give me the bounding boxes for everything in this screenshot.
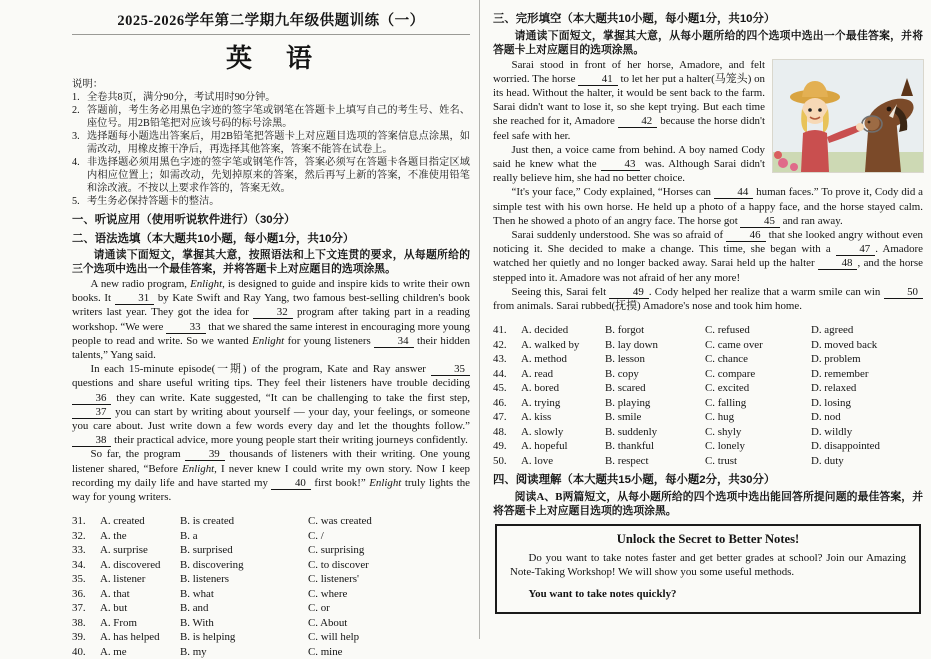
cloze-option-row [493, 352, 923, 367]
option-b: B. listeners [180, 573, 230, 586]
question-number: 37. [72, 602, 86, 615]
grammar-option-row [72, 630, 470, 645]
note-item [72, 104, 470, 130]
note-item [72, 156, 470, 195]
grammar-option-row [72, 572, 470, 587]
note-number: 1. [72, 92, 80, 103]
note-number: 2. [72, 105, 80, 116]
question-number: 41. [493, 324, 507, 337]
option-a: A. trying [521, 396, 561, 409]
option-c: C. mine [308, 645, 343, 658]
option-a: A. kiss [521, 411, 552, 424]
reading-box-body: Do you want to take notes faster and get better grades at school? Join our Amazing Note-Taking Workshop! We will show you some useful methods. [510, 551, 906, 579]
grammar-option-row [72, 587, 470, 602]
option-a: A. From [100, 616, 137, 629]
note-item [72, 91, 470, 104]
option-a: A. discovered [100, 558, 161, 571]
left-column [72, 0, 471, 658]
option-d: D. nod [811, 411, 841, 424]
option-b: B. is helping [180, 631, 236, 644]
reading-passage-box [495, 524, 921, 615]
grammar-intro: 请通读下面短文，掌握其大意，按照语法和上下文连贯的要求，从每题所给的三个选项中选出一个最佳答案，并将答题卡上对应题目的选项涂黑。 [72, 249, 470, 275]
option-b: B. is created [180, 515, 235, 528]
option-d: D. relaxed [811, 382, 857, 395]
grammar-option-row [72, 645, 470, 659]
note-item [72, 130, 470, 156]
note-text: 非选择题必须用黑色字迹的签字笔或钢笔作答，答案必须写在答题卡各题目指定区域内相应位置上；如需改动，先划掉原来的答案，然后再写上新的答案，不准使用铅笔和涂改液。不按以上要求作答的，答案无效。 [87, 157, 470, 194]
cowgirl-and-horse-image [773, 60, 923, 172]
option-b: B. and [180, 602, 209, 615]
grammar-paragraph-3: So far, the program 39 thousands of listeners with their writing. One young listener shared, “Before Enlight, I never knew I could write my own story. Now I keep recording my daily life and have started my 40 first book!” Enlight truly lights the way for young writers. [72, 448, 470, 504]
exam-notes [72, 78, 470, 208]
option-b: B. thankful [605, 440, 655, 453]
option-c: C. excited [705, 382, 750, 395]
option-d: D. agreed [811, 324, 854, 337]
grammar-paragraph-1: A new radio program, Enlight, is designed to guide and inspire kids to write their own books. It 31 by Kate Swift and Ray Yang, two famous best-selling children's book writers last year. They got the idea for 32 program after taking part in a reading workshop. “We were 33 that we shared the same interest in encouraging more young people to read and write. So we wanted Enlight for young listeners 34 their hidden talents,” Yang said. [72, 278, 471, 362]
cloze-option-row [493, 454, 923, 469]
question-number: 48. [493, 425, 507, 438]
note-item [72, 195, 470, 208]
question-number: 40. [72, 645, 86, 658]
question-number: 38. [72, 616, 86, 629]
option-b: B. suddenly [605, 425, 658, 438]
option-c: C. About [308, 616, 348, 629]
cloze-option-row [493, 323, 923, 338]
option-c: C. chance [705, 353, 748, 366]
question-number: 34. [72, 558, 86, 571]
option-b: B. smile [605, 411, 642, 424]
option-b: B. respect [605, 454, 649, 467]
option-b: B. With [180, 616, 214, 629]
cloze-option-row [493, 425, 923, 440]
cloze-passage [493, 58, 923, 314]
cloze-paragraph-1: Sarai stood in front of her horse, Amadore, and felt worried. The horse 41 to let her put a halter(马笼头) on its head. Without the halter, it would be sent back to the farm. Sarai didn't want to lose it, so she kept trying. But each time she reached for it, Amadore 42 because the horse didn't feel safe with her. [493, 58, 765, 142]
notes-label: 说明： [72, 79, 104, 90]
option-a: A. me [100, 645, 127, 658]
note-number: 3. [72, 131, 80, 142]
option-a: A. slowly [521, 425, 564, 438]
option-b: B. lesson [605, 353, 645, 366]
grammar-option-row [72, 601, 470, 616]
option-b: B. lay down [605, 338, 658, 351]
question-number: 39. [72, 631, 86, 644]
cloze-option-row [493, 410, 923, 425]
note-text: 选择题每小题选出答案后，用2B铅笔把答题卡上对应题目选项的答案信息点涂黑，如需改动，用橡皮擦干净后，再选择其他答案，答案不能答在试卷上。 [87, 131, 470, 155]
exam-title: 2025-2026学年第二学期九年级供题训练（一） [72, 9, 470, 35]
question-number: 32. [72, 529, 86, 542]
grammar-option-row [72, 543, 470, 558]
option-a: A. read [521, 367, 554, 380]
option-b: B. forgot [605, 324, 645, 337]
question-number: 33. [72, 544, 86, 557]
right-column [479, 0, 931, 639]
option-c: C. was created [308, 515, 372, 528]
option-a: A. walked by [521, 338, 580, 351]
question-number: 42. [493, 338, 507, 351]
section-cloze-heading: 三、完形填空（本大题共10小题，每小题1分，共10分） [493, 13, 776, 25]
option-b: B. scared [605, 382, 646, 395]
option-a: A. that [100, 587, 130, 600]
option-d: D. duty [811, 454, 844, 467]
cloze-paragraph-2: Just then, a voice came from behind. A boy named Cody said he knew what the 43 was. Although Sarai didn't really believe him, she had no better choice. [493, 143, 765, 185]
option-c: C. will help [308, 631, 360, 644]
cloze-option-row [493, 381, 923, 396]
cloze-paragraph-5: Seeing this, Sarai felt 49 . Cody helped her realize that a warm smile can win 50 from animals. Sarai rubbed(抚摸) Amadore's nose and took him home. [493, 285, 923, 313]
grammar-options-table [72, 514, 470, 659]
option-b: B. copy [605, 367, 639, 380]
question-number: 35. [72, 573, 86, 586]
option-a: A. has helped [100, 631, 160, 644]
notes-list [72, 91, 470, 208]
cloze-intro: 请通读下面短文，掌握其大意，从每小题所给的四个选项中选出一个最佳答案，并将答题卡上对应题目的选项涂黑。 [493, 29, 923, 56]
option-c: C. to discover [308, 558, 369, 571]
option-a: A. decided [521, 324, 569, 337]
grammar-option-row [72, 529, 470, 544]
story-illustration [773, 60, 923, 172]
question-number: 46. [493, 396, 507, 409]
question-number: 47. [493, 411, 507, 424]
option-c: C. lonely [705, 440, 745, 453]
question-number: 36. [72, 587, 86, 600]
option-c: C. trust [705, 454, 738, 467]
option-a: A. hopeful [521, 440, 568, 453]
option-a: A. created [100, 515, 145, 528]
option-b: B. surprised [180, 544, 233, 557]
option-b: B. my [180, 645, 207, 658]
question-number: 31. [72, 515, 86, 528]
option-b: B. playing [605, 396, 651, 409]
option-d: D. remember [811, 367, 869, 380]
question-number: 50. [493, 454, 507, 467]
grammar-paragraph-2: In each 15-minute episode(一期) of the program, Kate and Ray answer 35 questions and share useful writing tips. They feel their listeners have trouble deciding 36 they can write. Kate suggested, “It can be challenging to take the first step, 37 you can start by writing about yourself — your day, your feelings, or someone you care about. Just write down a few words every day and let the thoughts follow.” 38 their practical advice, more young people start their writing journeys confidently. [72, 363, 470, 447]
option-d: D. losing [811, 396, 851, 409]
reading-box-question: You want to take notes quickly? [528, 588, 677, 601]
option-c: C. compare [705, 367, 756, 380]
option-a: A. method [521, 353, 567, 366]
option-a: A. bored [521, 382, 560, 395]
option-c: C. came over [705, 338, 763, 351]
note-number: 5. [72, 196, 80, 207]
option-d: D. wildly [811, 425, 853, 438]
question-number: 45. [493, 382, 507, 395]
option-d: D. moved back [811, 338, 878, 351]
grammar-option-row [72, 558, 470, 573]
option-c: C. hug [705, 411, 735, 424]
cloze-paragraph-4: Sarai suddenly understood. She was so afraid of 46 that she looked angry without even noticing it. She decided to make a change. This time, she began with a 47 . Amadore watched her quietly and no longer backed away. Sarai held up the halter 48 , and the horse stepped into it. Amadore was not afraid of her any more! [493, 228, 923, 284]
option-a: A. the [100, 529, 127, 542]
option-b: B. discovering [180, 558, 244, 571]
option-c: C. surprising [308, 544, 365, 557]
cloze-option-row [493, 367, 923, 382]
question-number: 43. [493, 353, 507, 366]
grammar-option-row [72, 616, 470, 631]
option-c: C. shyly [705, 425, 742, 438]
option-c: C. refused [705, 324, 750, 337]
option-c: C. listeners' [308, 573, 359, 586]
option-a: A. listener [100, 573, 146, 586]
option-a: A. love [521, 454, 554, 467]
note-text: 全卷共8页，满分90分，考试用时90分钟。 [87, 92, 276, 103]
option-c: C. falling [705, 396, 747, 409]
cloze-options-table [493, 323, 923, 468]
option-c: C. where [308, 587, 348, 600]
grammar-option-row [72, 514, 470, 529]
option-d: D. disappointed [811, 440, 880, 453]
option-b: B. a [180, 529, 198, 542]
question-number: 44. [493, 367, 507, 380]
note-text: 答题前，考生务必用黑色字迹的签字笔或钢笔在答题卡上填写自己的考生号、姓名、座位号。用2B铅笔把对应该号码的标号涂黑。 [87, 105, 470, 129]
cloze-paragraph-3: “It's your face,” Cody explained, “Horses can 44 human faces.” To prove it, Cody did a simple test with his own horse. He held up a photo of a happy face, and the horse stayed calm. Then he showed a photo of an angry face. The horse got 45 and ran away. [493, 186, 923, 227]
cloze-option-row [493, 439, 923, 454]
section-listening-heading: 一、听说应用（使用听说软件进行）（30分） [72, 214, 296, 226]
question-number: 49. [493, 440, 507, 453]
option-c: C. or [308, 602, 330, 615]
note-number: 4. [72, 157, 80, 168]
option-a: A. surprise [100, 544, 148, 557]
section-reading-heading: 四、阅读理解（本大题共15小题，每小题2分，共30分） [493, 474, 776, 487]
option-d: D. problem [811, 353, 861, 366]
note-text: 考生务必保持答题卡的整洁。 [87, 196, 220, 207]
exam-subject: 英 语 [225, 44, 316, 73]
option-b: B. what [180, 587, 214, 600]
cloze-option-row [493, 338, 923, 353]
reading-box-title: Unlock the Secret to Better Notes! [616, 531, 800, 546]
cloze-option-row [493, 396, 923, 411]
option-a: A. but [100, 602, 128, 615]
reading-intro: 阅读A、B两篇短文，从每小题所给的四个选项中选出能回答所提问题的最佳答案，并将答题卡上对应题目选项的选项涂黑。 [493, 490, 923, 517]
section-grammar-heading: 二、语法选填（本大题共10小题，每小题1分，共10分） [72, 232, 355, 245]
option-c: C. / [308, 529, 324, 542]
